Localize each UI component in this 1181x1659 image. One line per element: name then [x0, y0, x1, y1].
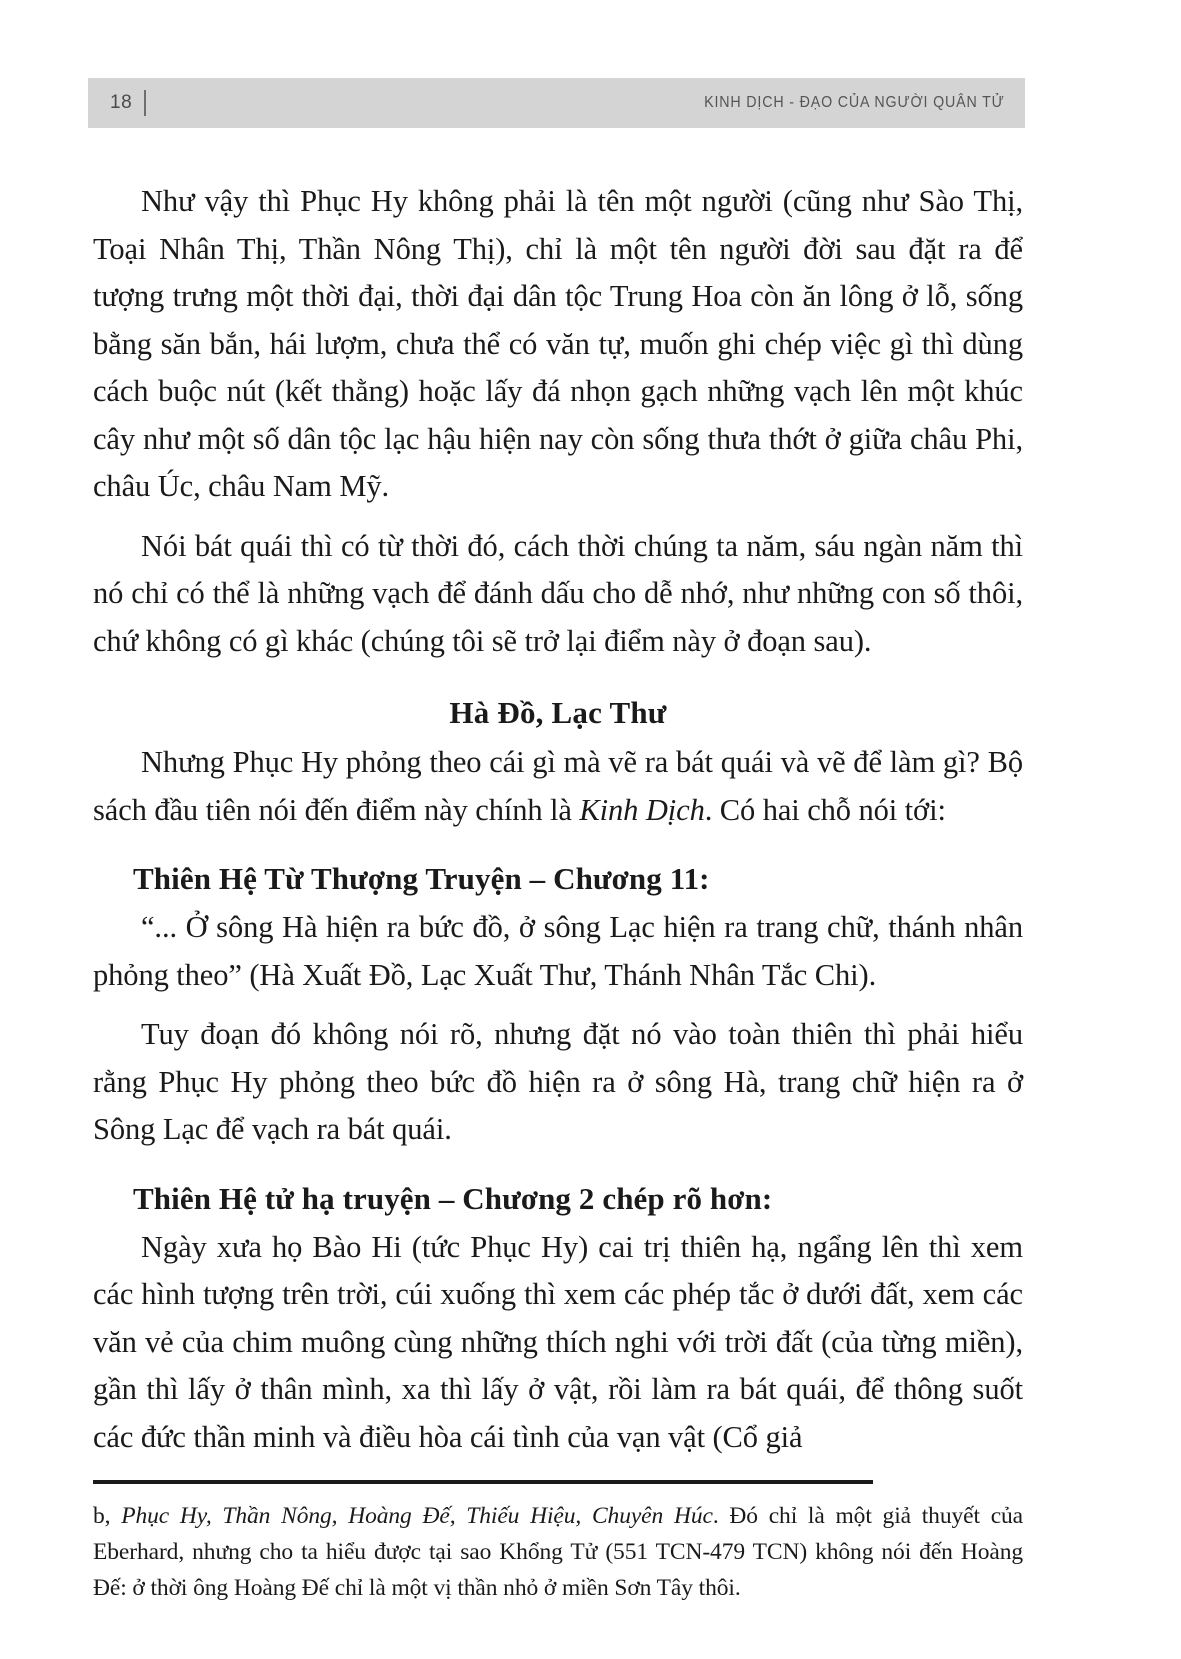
paragraph-6: Ngày xưa họ Bào Hi (tức Phục Hy) cai trị thiên hạ, ngẩng lên thì xem các hình tượng trên trời, cúi xuống thì xem các phép tắc ở dưới đất, xem các văn vẻ của chim muông cùng những thích nghi với trời đất (của từng miền), gần thì lấy ở thân mình, xa thì lấy ở vật, rồi làm ra bát quái, để thông suốt các đức thần minh và điều hòa cái tình của vạn vật (Cổ giả	[93, 1229, 1023, 1454]
paragraph-2: Nói bát quái thì có từ thời đó, cách thời chúng ta năm, sáu ngàn năm thì nó chỉ có thể là những vạch để đánh dấu cho dễ nhớ, như những con số thôi, chứ không có gì khác (chúng tôi sẽ trở lại điểm này ở đoạn sau).	[93, 528, 1023, 658]
paragraph-3-part2: . Có hai chỗ nói tới:	[704, 792, 946, 827]
footnote-marker: b,	[93, 1503, 122, 1529]
section-heading: Hà Đồ, Lạc Thư	[449, 695, 667, 730]
running-head	[88, 78, 1025, 128]
sub-heading-1: Thiên Hệ Từ Thượng Truyện – Chương 11:	[133, 861, 710, 896]
footnote-italic-names: Phục Hy, Thần Nông, Hoàng Đế, Thiếu Hiệu, Chuyên Húc	[121, 1503, 713, 1529]
sub-heading-2: Thiên Hệ tử hạ truyện – Chương 2 chép rõ hơn:	[133, 1180, 773, 1216]
text-column	[93, 178, 1023, 1461]
paragraph-1: Như vậy thì Phục Hy không phải là tên một người (cũng như Sào Thị, Toại Nhân Thị, Thần Nông Thị), chỉ là một tên người đời sau đặt ra để tượng trưng một thời đại, thời đại dân tộc Trung Hoa còn ăn lông ở lỗ, sống bằng săn bắn, hái lượm, chưa thể có văn tự, muốn ghi chép việc gì thì dùng cách buộc nút (kết thằng) hoặc lấy đá nhọn gạch những vạch lên một khúc cây như một số dân tộc lạc hậu hiện nay còn sống thưa thớt ở giữa châu Phi, châu Úc, châu Nam Mỹ.	[93, 184, 1023, 503]
page-number: 18	[110, 92, 133, 113]
footnote-text	[93, 1498, 1023, 1606]
footnote-divider	[93, 1480, 873, 1484]
vertical-divider-icon	[144, 90, 146, 116]
footnote-area	[93, 1480, 1023, 1606]
running-head-left	[110, 90, 146, 116]
paragraph-3	[93, 739, 1023, 834]
book-title-italic: Kinh Dịch	[579, 792, 705, 827]
paragraph-3-part1: Nhưng Phục Hy phỏng theo cái gì mà vẽ ra bát quái và vẽ để làm gì? Bộ sách đầu tiên nói đến điểm này chính là	[93, 745, 1023, 827]
paragraph-5: Tuy đoạn đó không nói rõ, nhưng đặt nó vào toàn thiên thì phải hiểu rằng Phục Hy phỏng theo bức đồ hiện ra ở sông Hà, trang chữ hiện ra ở Sông Lạc để vạch ra bát quái.	[93, 1017, 1023, 1146]
book-title: KINH DỊCH - ĐẠO CỦA NGƯỜI QUÂN TỬ	[704, 94, 1005, 111]
footnote-rest: . Đó chỉ là một giả thuyết của Eberhard, nhưng cho ta hiểu được tại sao Khổng Tử (551 TCN-479 TCN) không nói đến Hoàng Đế: ở thời ông Hoàng Đế chỉ là một vị thần nhỏ ở miền Sơn Tây thôi.	[93, 1503, 1024, 1601]
paragraph-4: “... Ở sông Hà hiện ra bức đồ, ở sông Lạc hiện ra trang chữ, thánh nhân phỏng theo” (Hà Xuất Đồ, Lạc Xuất Thư, Thánh Nhân Tắc Chi).	[93, 910, 1023, 992]
